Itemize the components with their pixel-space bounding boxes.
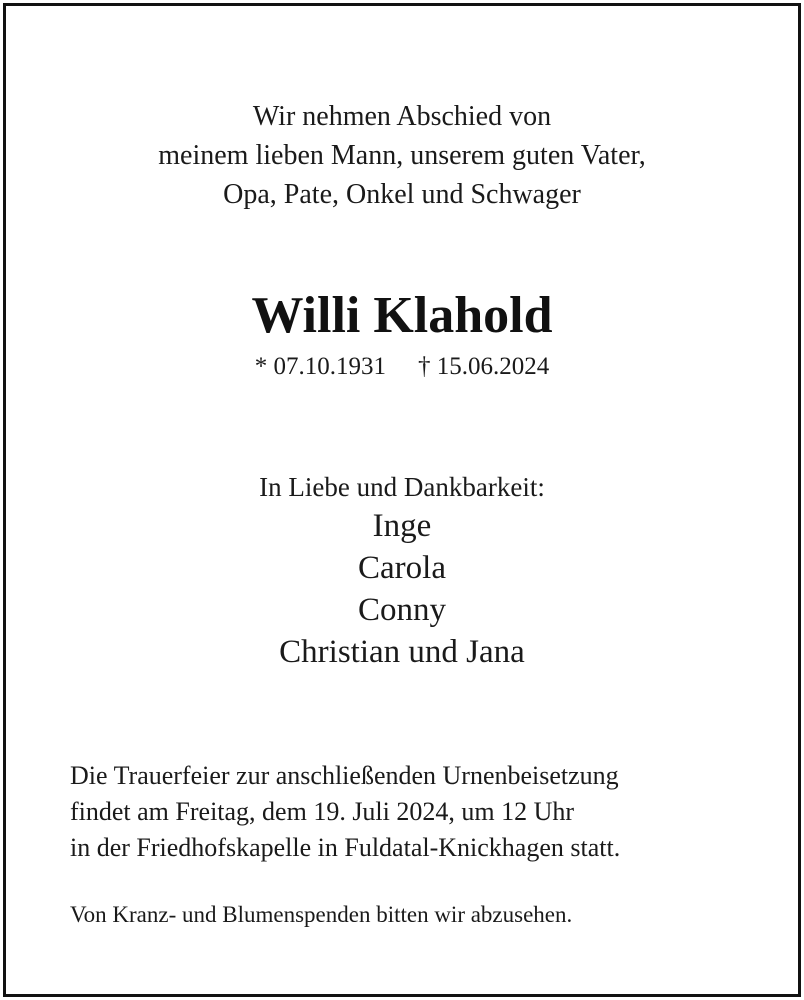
birth-date: * 07.10.1931	[254, 353, 386, 380]
service-info-line-1: Die Trauerfeier zur anschließenden Urnenbeisetzung	[70, 761, 619, 790]
family-member: Christian und Jana	[279, 634, 525, 670]
life-dates	[6, 353, 798, 381]
intro-line-2: meinem lieben Mann, unserem guten Vater,	[158, 140, 646, 171]
deceased-name: Willi Klahold	[251, 287, 553, 344]
intro-line-3: Opa, Pate, Onkel und Schwager	[223, 179, 581, 210]
service-info-line-2: findet am Freitag, dem 19. Juli 2024, um 12 Uhr	[70, 797, 575, 826]
thanks-heading: In Liebe und Dankbarkeit:	[259, 472, 545, 502]
closing-note: Von Kranz- und Blumenspenden bitten wir abzusehen.	[70, 902, 573, 927]
obituary-frame	[3, 3, 801, 997]
family-member: Carola	[358, 550, 446, 586]
service-info-line-3: in der Friedhofskapelle in Fuldatal-Knickhagen statt.	[70, 833, 621, 862]
family-member: Conny	[357, 592, 446, 628]
death-date: † 15.06.2024	[418, 353, 550, 380]
family-member: Inge	[372, 508, 432, 544]
intro-line-1: Wir nehmen Abschied von	[252, 101, 552, 132]
